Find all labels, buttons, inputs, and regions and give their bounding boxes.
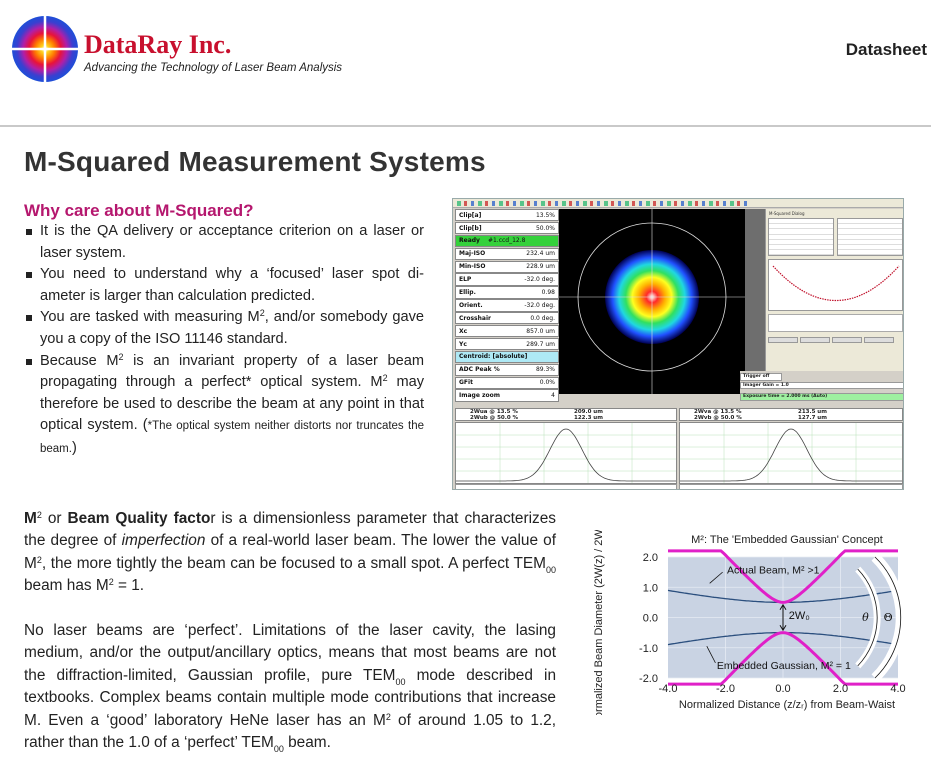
- param-label: Crosshair: [459, 314, 491, 322]
- bullet-text: Because M: [40, 352, 119, 369]
- exposure-time: Exposure time = 2.000 ms (Auto): [740, 393, 904, 401]
- bullet-qa: [24, 221, 424, 264]
- text: , the more tightly the beam can be focused to a small spot. A perfect TEM: [41, 554, 546, 572]
- parameter-panel: [455, 209, 559, 402]
- param-label: Orient.: [459, 301, 483, 309]
- superscript: 2: [382, 373, 388, 384]
- width-value: 213.5 um: [798, 409, 827, 415]
- param-value: 4: [551, 392, 555, 400]
- y-tick-label: 2.0: [642, 552, 658, 564]
- param-row: [455, 338, 559, 350]
- u-axis-table: [768, 218, 834, 256]
- param-label: Xc: [459, 327, 468, 335]
- param-label: Clip[b]: [459, 224, 482, 232]
- bullet-text: , and/or somebody gave you a copy of the ISO 11146 standard.: [40, 309, 424, 347]
- param-label: GFit: [459, 379, 473, 387]
- brand-name: DataRay Inc.: [84, 30, 232, 59]
- y-tick-label: 0.0: [642, 612, 658, 625]
- waist-label: 2W₀: [788, 610, 810, 623]
- embedded-gaussian-label: Embedded Gaussian, M² = 1: [716, 659, 851, 672]
- param-label: Maj-ISO: [459, 250, 486, 258]
- v-axis-table: [837, 218, 903, 256]
- superscript: 2: [118, 351, 124, 362]
- param-row: [455, 286, 559, 298]
- param-row: [455, 209, 559, 221]
- param-row: [455, 273, 559, 285]
- trigger-panel: [740, 371, 904, 407]
- real-beams-paragraph: [24, 620, 556, 754]
- m2-definition-paragraph: [24, 508, 556, 598]
- x-tick-label: -2.0: [716, 683, 735, 695]
- v-profile-plot: [679, 422, 903, 484]
- brand-tagline: Advancing the Technology of Laser Beam Analysis: [84, 62, 343, 74]
- m2-results-panel: [765, 209, 904, 379]
- param-value: #1.ccd_12.8: [487, 237, 526, 245]
- profile-footer: [679, 484, 903, 490]
- width-label: 2Wvb @ 50.0 %: [694, 415, 742, 421]
- param-value: 857.0 um: [526, 327, 555, 335]
- param-label: Ellip.: [459, 288, 476, 296]
- panel-button[interactable]: [864, 337, 894, 343]
- m-symbol: M: [24, 510, 37, 527]
- italic-term: imperfection: [121, 532, 206, 550]
- x-tick-label: 2.0: [832, 683, 849, 695]
- panel-title: M-Squared Dialog: [769, 211, 805, 216]
- y-tick-label: -1.0: [639, 642, 658, 655]
- bullet-invariant: [24, 351, 424, 461]
- superscript: 2: [385, 711, 391, 722]
- big-theta-label: Θ: [883, 611, 893, 625]
- image-margin: [745, 209, 765, 394]
- width-value: 122.3 um: [574, 415, 603, 421]
- param-label: Yc: [459, 340, 467, 348]
- superscript: 2: [36, 554, 42, 565]
- text: of a real-world laser beam. The lower the value of M: [24, 532, 557, 572]
- param-row: [455, 325, 559, 337]
- bullet-text: ): [71, 439, 77, 456]
- u-profile-plot: [455, 422, 677, 484]
- imager-gain: Imager Gain = 1.0: [740, 382, 904, 389]
- param-row: [455, 235, 559, 247]
- param-row: [455, 222, 559, 234]
- panel-button[interactable]: [800, 337, 830, 343]
- superscript: 2: [108, 577, 114, 588]
- text: . Even a ‘good’ laboratory HeNe laser has an M: [36, 711, 386, 729]
- y-axis-label: Normalized Beam Diameter (2W(z) / 2W₀): [593, 530, 605, 715]
- param-row: [455, 364, 559, 376]
- software-toolbar: [453, 199, 903, 208]
- bullet-focused-spot: [24, 264, 424, 307]
- param-value: 89.3%: [535, 366, 555, 374]
- bullet-text: is an invariant property of a laser beam propagating through a perfect* optical system. M: [40, 352, 424, 391]
- param-value: 50.0%: [535, 224, 555, 232]
- width-value: 209.0 um: [574, 409, 603, 415]
- param-label: Clip[a]: [459, 211, 482, 219]
- param-row: [455, 377, 559, 389]
- x-tick-label: 0.0: [775, 683, 791, 695]
- param-label: ELP: [459, 276, 472, 284]
- beam-profile-image: [559, 209, 745, 394]
- caustic-plot: [768, 259, 903, 311]
- actual-beam-label: Actual Beam, M² >1: [726, 564, 820, 577]
- text: of around 1.05 to 1.2, rather than the 1.0 of a ‘perfect’ TEM: [24, 711, 556, 752]
- width-value: 127.7 um: [798, 415, 827, 421]
- panel-button[interactable]: [832, 337, 862, 343]
- param-row: [455, 299, 559, 311]
- text: r: [210, 510, 216, 527]
- param-row: [455, 351, 559, 363]
- header-divider: [0, 125, 931, 127]
- software-screenshot: [452, 198, 904, 490]
- param-value: 13.5%: [535, 211, 555, 219]
- v-width-readout: [679, 408, 903, 421]
- width-label: 2Wua @ 13.5 %: [470, 409, 518, 415]
- param-value: 0.0%: [539, 379, 555, 387]
- text: is a dimensionless parameter that characterizes the degree of: [24, 510, 556, 550]
- results-notes: [768, 314, 903, 332]
- doc-type-label: Datasheet: [845, 40, 927, 59]
- bullet-iso: [24, 307, 424, 350]
- theta-label: θ: [862, 611, 869, 625]
- param-value: 0.98: [541, 288, 555, 296]
- u-width-readout: [455, 408, 677, 421]
- trigger-status[interactable]: Trigger off: [740, 373, 782, 381]
- subscript: 00: [545, 564, 556, 575]
- subscript: 00: [395, 676, 406, 687]
- y-tick-label: -2.0: [639, 673, 658, 685]
- bullet-text: You need to understand why a ‘focused’ laser spot di-ameter is larger than calculation predicted.: [40, 266, 424, 304]
- param-row: [455, 261, 559, 273]
- profile-footer: [455, 484, 677, 490]
- panel-button[interactable]: [768, 337, 798, 343]
- x-tick-label: -4.0: [658, 683, 678, 695]
- x-axis-label: Normalized Distance (z/zᵣ) from Beam-Waist: [678, 699, 896, 711]
- embedded-gaussian-chart: [588, 530, 928, 715]
- text: = 1.: [113, 577, 145, 595]
- bold-term: Beam Quality facto: [67, 510, 211, 527]
- param-row: [455, 248, 559, 260]
- bullet-text: You are tasked with measuring M: [40, 309, 260, 326]
- text: mode described in textbooks. Complex beams contain multiple mode contributions that increase M: [24, 666, 557, 729]
- param-row: [455, 389, 559, 401]
- superscript: 2: [36, 510, 42, 520]
- param-value: 232.4 um: [526, 250, 555, 258]
- text: beam.: [283, 734, 331, 752]
- why-bullet-list: [24, 221, 424, 461]
- page-title: M-Squared Measurement Systems: [24, 146, 486, 177]
- text: beam has M: [24, 577, 109, 595]
- superscript: 2: [259, 308, 265, 319]
- width-label: 2Wub @ 50.0 %: [470, 415, 519, 421]
- toolbar-icons: [457, 201, 747, 206]
- width-label: 2Wva @ 13.5 %: [694, 409, 742, 415]
- param-value: 289.7 um: [526, 340, 555, 348]
- text: No laser beams are ‘perfect’. Limitations of the laser cavity, the lasing medium, and/or the output/ancillary optics, means that most beams are not the diffraction-limited, Gaussian profile, pure TEM: [24, 622, 556, 684]
- param-value: 0.0 deg.: [530, 314, 555, 322]
- dataray-logo: [10, 14, 80, 84]
- param-label: Min-ISO: [459, 263, 486, 271]
- why-heading: Why care about M-Squared?: [24, 201, 254, 220]
- x-tick-label: 4.0: [890, 683, 906, 695]
- param-label: Image zoom: [459, 392, 500, 400]
- param-value: -32.0 deg.: [524, 301, 555, 309]
- footnote: *The optical system neither distorts nor truncates the beam.: [40, 420, 424, 455]
- y-tick-label: 1.0: [642, 582, 658, 595]
- param-row: [455, 312, 559, 324]
- chart-title: M²: The 'Embedded Gaussian' Concept: [691, 534, 883, 546]
- param-label: Ready: [459, 237, 480, 245]
- param-label: ADC Peak %: [459, 366, 500, 374]
- subscript: 00: [273, 744, 284, 755]
- param-value: -32.0 deg.: [524, 276, 555, 284]
- param-value: 228.9 um: [526, 263, 555, 271]
- bullet-text: It is the QA delivery or acceptance criterion on a laser or laser system.: [40, 223, 424, 261]
- bullet-text: may therefore be used to describe the beam at any point in that optical system. (: [40, 374, 425, 434]
- text: or: [41, 510, 68, 527]
- param-label: Centroid: [absolute]: [459, 353, 528, 361]
